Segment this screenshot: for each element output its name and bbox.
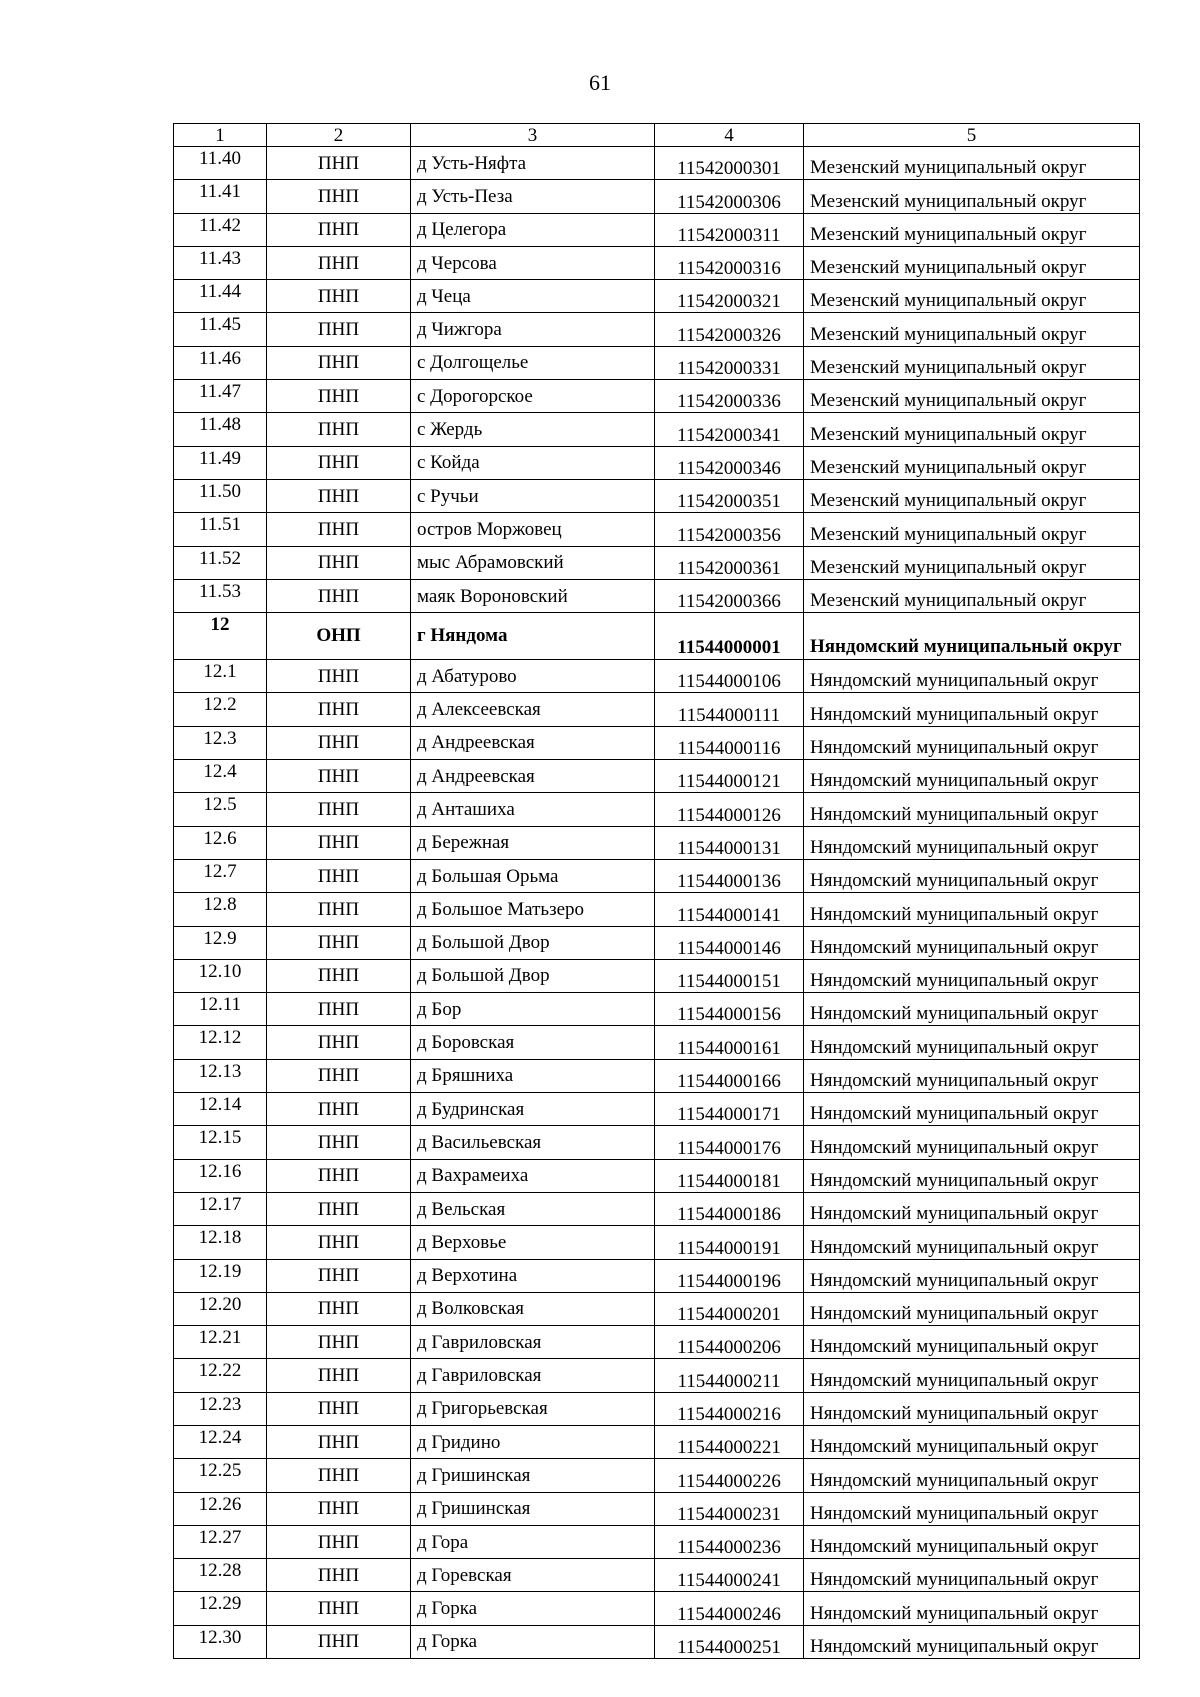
cell-oktmo-code: 11542000361: [655, 546, 804, 579]
cell-settlement-name: с Жердь: [411, 413, 655, 446]
cell-type: ПНП: [267, 246, 411, 279]
table-row: [174, 147, 1140, 180]
cell-municipal-district: Няндомский муниципальный округ: [804, 1059, 1140, 1092]
cell-municipal-district: Няндомский муниципальный округ: [804, 726, 1140, 759]
cell-type: ПНП: [267, 380, 411, 413]
cell-type: ПНП: [267, 726, 411, 759]
cell-settlement-name: д Чижгора: [411, 313, 655, 346]
cell-number: 12.29: [174, 1592, 267, 1625]
cell-settlement-name: д Вельская: [411, 1192, 655, 1225]
cell-oktmo-code: 11544000201: [655, 1292, 804, 1325]
cell-number: 11.50: [174, 479, 267, 512]
table-row: [174, 926, 1140, 959]
cell-number: 12.15: [174, 1126, 267, 1159]
cell-municipal-district: Мезенский муниципальный округ: [804, 579, 1140, 612]
cell-settlement-name: с Ручьи: [411, 479, 655, 512]
cell-number: 12.14: [174, 1093, 267, 1126]
cell-type: ПНП: [267, 1359, 411, 1392]
cell-settlement-name: д Григорьевская: [411, 1392, 655, 1425]
cell-oktmo-code: 11544000206: [655, 1326, 804, 1359]
cell-oktmo-code: 11542000341: [655, 413, 804, 446]
cell-oktmo-code: 11544000126: [655, 793, 804, 826]
cell-type: ПНП: [267, 893, 411, 926]
cell-type: ПНП: [267, 1326, 411, 1359]
table-row: [174, 1525, 1140, 1558]
table-row: [174, 1326, 1140, 1359]
table-row: [174, 993, 1140, 1026]
table-row: [174, 246, 1140, 279]
cell-oktmo-code: 11542000321: [655, 280, 804, 313]
cell-oktmo-code: 11544000231: [655, 1492, 804, 1525]
cell-settlement-name: д Большая Орьма: [411, 859, 655, 892]
cell-number: 11.43: [174, 246, 267, 279]
cell-oktmo-code: 11544000001: [655, 613, 804, 660]
cell-municipal-district: Мезенский муниципальный округ: [804, 180, 1140, 213]
table-row: [174, 380, 1140, 413]
cell-oktmo-code: 11544000156: [655, 993, 804, 1026]
cell-number: 12.6: [174, 826, 267, 859]
cell-oktmo-code: 11544000161: [655, 1026, 804, 1059]
cell-settlement-name: остров Моржовец: [411, 513, 655, 546]
cell-type: ПНП: [267, 346, 411, 379]
cell-type: ОНП: [267, 613, 411, 660]
cell-municipal-district: Няндомский муниципальный округ: [804, 760, 1140, 793]
cell-oktmo-code: 11542000316: [655, 246, 804, 279]
cell-municipal-district: Няндомский муниципальный округ: [804, 893, 1140, 926]
cell-municipal-district: Мезенский муниципальный округ: [804, 413, 1140, 446]
cell-oktmo-code: 11542000311: [655, 213, 804, 246]
cell-oktmo-code: 11542000331: [655, 346, 804, 379]
cell-settlement-name: д Горка: [411, 1625, 655, 1658]
cell-number: 11.47: [174, 380, 267, 413]
column-header-2: 2: [267, 124, 411, 147]
cell-settlement-name: д Большой Двор: [411, 959, 655, 992]
cell-municipal-district: Няндомский муниципальный округ: [804, 1492, 1140, 1525]
cell-type: ПНП: [267, 479, 411, 512]
cell-settlement-name: д Большой Двор: [411, 926, 655, 959]
cell-number: 12.21: [174, 1326, 267, 1359]
cell-oktmo-code: 11542000326: [655, 313, 804, 346]
cell-oktmo-code: 11544000111: [655, 693, 804, 726]
cell-number: 12.30: [174, 1625, 267, 1658]
cell-type: ПНП: [267, 1292, 411, 1325]
cell-municipal-district: Няндомский муниципальный округ: [804, 1226, 1140, 1259]
cell-type: ПНП: [267, 213, 411, 246]
cell-settlement-name: д Боровская: [411, 1026, 655, 1059]
cell-number: 12.26: [174, 1492, 267, 1525]
cell-municipal-district: Мезенский муниципальный округ: [804, 313, 1140, 346]
cell-type: ПНП: [267, 1559, 411, 1592]
cell-type: ПНП: [267, 993, 411, 1026]
cell-oktmo-code: 11544000181: [655, 1159, 804, 1192]
cell-settlement-name: д Андреевская: [411, 760, 655, 793]
table-row: [174, 1159, 1140, 1192]
cell-number: 11.48: [174, 413, 267, 446]
cell-number: 12.4: [174, 760, 267, 793]
cell-number: 12.25: [174, 1459, 267, 1492]
cell-oktmo-code: 11544000186: [655, 1192, 804, 1225]
cell-settlement-name: д Горевская: [411, 1559, 655, 1592]
cell-number: 12.20: [174, 1292, 267, 1325]
cell-settlement-name: г Няндома: [411, 613, 655, 660]
cell-settlement-name: д Абатурово: [411, 660, 655, 693]
cell-type: ПНП: [267, 1592, 411, 1625]
table-row: [174, 346, 1140, 379]
cell-oktmo-code: 11544000246: [655, 1592, 804, 1625]
cell-settlement-name: д Будринская: [411, 1093, 655, 1126]
cell-number: 11.51: [174, 513, 267, 546]
table-row: [174, 1059, 1140, 1092]
cell-type: ПНП: [267, 1192, 411, 1225]
cell-oktmo-code: 11544000136: [655, 859, 804, 892]
cell-oktmo-code: 11542000301: [655, 147, 804, 180]
column-number-header-row: [174, 124, 1140, 147]
cell-oktmo-code: 11542000366: [655, 579, 804, 612]
cell-settlement-name: с Койда: [411, 446, 655, 479]
cell-settlement-name: д Бряшниха: [411, 1059, 655, 1092]
cell-oktmo-code: 11542000336: [655, 380, 804, 413]
table-row: [174, 1492, 1140, 1525]
table-row: [174, 180, 1140, 213]
table-row: [174, 1226, 1140, 1259]
table-row: [174, 1425, 1140, 1458]
table-row: [174, 1192, 1140, 1225]
cell-municipal-district: Няндомский муниципальный округ: [804, 993, 1140, 1026]
cell-oktmo-code: 11544000211: [655, 1359, 804, 1392]
table-row: [174, 693, 1140, 726]
cell-type: ПНП: [267, 1126, 411, 1159]
table-row: [174, 1126, 1140, 1159]
cell-number: 11.42: [174, 213, 267, 246]
cell-oktmo-code: 11544000241: [655, 1559, 804, 1592]
cell-number: 11.52: [174, 546, 267, 579]
settlements-table: [173, 123, 1140, 1659]
cell-number: 12.7: [174, 859, 267, 892]
cell-municipal-district: Мезенский муниципальный округ: [804, 213, 1140, 246]
cell-type: ПНП: [267, 1159, 411, 1192]
cell-type: ПНП: [267, 859, 411, 892]
cell-oktmo-code: 11544000106: [655, 660, 804, 693]
cell-settlement-name: д Вахрамеиха: [411, 1159, 655, 1192]
column-header-1: 1: [174, 124, 267, 147]
cell-settlement-name: с Дорогорское: [411, 380, 655, 413]
cell-oktmo-code: 11542000306: [655, 180, 804, 213]
cell-municipal-district: Няндомский муниципальный округ: [804, 660, 1140, 693]
cell-number: 11.45: [174, 313, 267, 346]
cell-settlement-name: д Алексеевская: [411, 693, 655, 726]
cell-number: 12.13: [174, 1059, 267, 1092]
cell-settlement-name: д Волковская: [411, 1292, 655, 1325]
cell-type: ПНП: [267, 1259, 411, 1292]
cell-municipal-district: Няндомский муниципальный округ: [804, 826, 1140, 859]
cell-oktmo-code: 11544000116: [655, 726, 804, 759]
cell-type: ПНП: [267, 1093, 411, 1126]
cell-municipal-district: Няндомский муниципальный округ: [804, 1425, 1140, 1458]
cell-municipal-district: Мезенский муниципальный округ: [804, 546, 1140, 579]
cell-oktmo-code: 11544000226: [655, 1459, 804, 1492]
cell-number: 12.28: [174, 1559, 267, 1592]
table-row: [174, 1259, 1140, 1292]
cell-municipal-district: Няндомский муниципальный округ: [804, 613, 1140, 660]
table-row: [174, 546, 1140, 579]
table-row: [174, 959, 1140, 992]
cell-settlement-name: д Бор: [411, 993, 655, 1026]
cell-settlement-name: д Васильевская: [411, 1126, 655, 1159]
cell-number: 12.16: [174, 1159, 267, 1192]
cell-settlement-name: д Большое Матьзеро: [411, 893, 655, 926]
cell-type: ПНП: [267, 926, 411, 959]
table-row: [174, 280, 1140, 313]
cell-type: ПНП: [267, 546, 411, 579]
cell-type: ПНП: [267, 826, 411, 859]
cell-municipal-district: Няндомский муниципальный округ: [804, 1093, 1140, 1126]
cell-municipal-district: Мезенский муниципальный округ: [804, 246, 1140, 279]
cell-oktmo-code: 11544000141: [655, 893, 804, 926]
cell-oktmo-code: 11544000176: [655, 1126, 804, 1159]
cell-type: ПНП: [267, 147, 411, 180]
cell-type: ПНП: [267, 180, 411, 213]
cell-municipal-district: Няндомский муниципальный округ: [804, 1525, 1140, 1558]
cell-oktmo-code: 11544000191: [655, 1226, 804, 1259]
cell-municipal-district: Няндомский муниципальный округ: [804, 1026, 1140, 1059]
cell-number: 12.12: [174, 1026, 267, 1059]
cell-type: ПНП: [267, 1492, 411, 1525]
cell-oktmo-code: 11544000196: [655, 1259, 804, 1292]
cell-oktmo-code: 11544000151: [655, 959, 804, 992]
cell-municipal-district: Няндомский муниципальный округ: [804, 693, 1140, 726]
column-header-5: 5: [804, 124, 1140, 147]
cell-oktmo-code: 11544000216: [655, 1392, 804, 1425]
cell-municipal-district: Мезенский муниципальный округ: [804, 513, 1140, 546]
cell-type: ПНП: [267, 1226, 411, 1259]
table-row: [174, 726, 1140, 759]
cell-municipal-district: Мезенский муниципальный округ: [804, 280, 1140, 313]
cell-settlement-name: д Чеца: [411, 280, 655, 313]
table-row: [174, 793, 1140, 826]
cell-municipal-district: Мезенский муниципальный округ: [804, 147, 1140, 180]
table-row: [174, 313, 1140, 346]
cell-number: 12.10: [174, 959, 267, 992]
cell-settlement-name: д Усть-Пеза: [411, 180, 655, 213]
cell-number: 12.24: [174, 1425, 267, 1458]
cell-oktmo-code: 11542000346: [655, 446, 804, 479]
cell-settlement-name: маяк Вороновский: [411, 579, 655, 612]
cell-settlement-name: д Гришинская: [411, 1459, 655, 1492]
cell-number: 12.17: [174, 1192, 267, 1225]
cell-municipal-district: Няндомский муниципальный округ: [804, 793, 1140, 826]
cell-settlement-name: мыс Абрамовский: [411, 546, 655, 579]
table-row: [174, 760, 1140, 793]
cell-number: 12.5: [174, 793, 267, 826]
cell-type: ПНП: [267, 579, 411, 612]
cell-number: 11.49: [174, 446, 267, 479]
cell-type: ПНП: [267, 959, 411, 992]
cell-settlement-name: д Бережная: [411, 826, 655, 859]
cell-settlement-name: д Анташиха: [411, 793, 655, 826]
cell-type: ПНП: [267, 413, 411, 446]
table-row: [174, 479, 1140, 512]
cell-settlement-name: д Верхотина: [411, 1259, 655, 1292]
table-row: [174, 446, 1140, 479]
table-row: [174, 1459, 1140, 1492]
table-row: [174, 1625, 1140, 1658]
section-row: [174, 613, 1140, 660]
column-header-3: 3: [411, 124, 655, 147]
table-row: [174, 1292, 1140, 1325]
cell-settlement-name: с Долгощелье: [411, 346, 655, 379]
cell-municipal-district: Няндомский муниципальный округ: [804, 859, 1140, 892]
cell-settlement-name: д Гришинская: [411, 1492, 655, 1525]
table-row: [174, 513, 1140, 546]
cell-oktmo-code: 11544000221: [655, 1425, 804, 1458]
cell-type: ПНП: [267, 280, 411, 313]
cell-municipal-district: Няндомский муниципальный округ: [804, 926, 1140, 959]
cell-number: 12.3: [174, 726, 267, 759]
cell-municipal-district: Мезенский муниципальный округ: [804, 346, 1140, 379]
cell-municipal-district: Няндомский муниципальный округ: [804, 1192, 1140, 1225]
cell-settlement-name: д Гавриловская: [411, 1359, 655, 1392]
cell-type: ПНП: [267, 793, 411, 826]
cell-settlement-name: д Андреевская: [411, 726, 655, 759]
cell-settlement-name: д Гридино: [411, 1425, 655, 1458]
cell-number: 12.2: [174, 693, 267, 726]
cell-type: ПНП: [267, 1525, 411, 1558]
cell-type: ПНП: [267, 513, 411, 546]
cell-settlement-name: д Горка: [411, 1592, 655, 1625]
cell-municipal-district: Няндомский муниципальный округ: [804, 959, 1140, 992]
table-row: [174, 1559, 1140, 1592]
table-row: [174, 213, 1140, 246]
cell-settlement-name: д Верховье: [411, 1226, 655, 1259]
cell-number: 12: [174, 613, 267, 660]
cell-municipal-district: Няндомский муниципальный округ: [804, 1126, 1140, 1159]
table-row: [174, 893, 1140, 926]
cell-number: 12.1: [174, 660, 267, 693]
cell-municipal-district: Мезенский муниципальный округ: [804, 446, 1140, 479]
cell-number: 11.41: [174, 180, 267, 213]
cell-oktmo-code: 11544000171: [655, 1093, 804, 1126]
page-number: 61: [589, 70, 611, 95]
cell-type: ПНП: [267, 446, 411, 479]
cell-oktmo-code: 11544000251: [655, 1625, 804, 1658]
table-row: [174, 826, 1140, 859]
cell-municipal-district: Няндомский муниципальный округ: [804, 1159, 1140, 1192]
cell-number: 12.11: [174, 993, 267, 1026]
cell-municipal-district: Няндомский муниципальный округ: [804, 1392, 1140, 1425]
table-row: [174, 1592, 1140, 1625]
cell-type: ПНП: [267, 1425, 411, 1458]
cell-oktmo-code: 11544000121: [655, 760, 804, 793]
cell-oktmo-code: 11544000146: [655, 926, 804, 959]
cell-municipal-district: Няндомский муниципальный округ: [804, 1625, 1140, 1658]
table-row: [174, 660, 1140, 693]
cell-type: ПНП: [267, 313, 411, 346]
cell-number: 11.44: [174, 280, 267, 313]
cell-type: ПНП: [267, 693, 411, 726]
cell-municipal-district: Няндомский муниципальный округ: [804, 1592, 1140, 1625]
table-row: [174, 1093, 1140, 1126]
cell-number: 12.9: [174, 926, 267, 959]
cell-number: 12.23: [174, 1392, 267, 1425]
cell-oktmo-code: 11542000356: [655, 513, 804, 546]
cell-number: 11.53: [174, 579, 267, 612]
cell-oktmo-code: 11544000131: [655, 826, 804, 859]
cell-municipal-district: Няндомский муниципальный округ: [804, 1559, 1140, 1592]
cell-municipal-district: Няндомский муниципальный округ: [804, 1259, 1140, 1292]
cell-number: 12.18: [174, 1226, 267, 1259]
cell-settlement-name: д Гора: [411, 1525, 655, 1558]
cell-number: 11.46: [174, 346, 267, 379]
table-row: [174, 413, 1140, 446]
cell-type: ПНП: [267, 1459, 411, 1492]
cell-municipal-district: Мезенский муниципальный округ: [804, 380, 1140, 413]
cell-type: ПНП: [267, 760, 411, 793]
cell-type: ПНП: [267, 1392, 411, 1425]
cell-oktmo-code: 11542000351: [655, 479, 804, 512]
table-row: [174, 1359, 1140, 1392]
cell-settlement-name: д Целегора: [411, 213, 655, 246]
cell-type: ПНП: [267, 1625, 411, 1658]
cell-municipal-district: Няндомский муниципальный округ: [804, 1326, 1140, 1359]
cell-municipal-district: Няндомский муниципальный округ: [804, 1459, 1140, 1492]
table-row: [174, 1392, 1140, 1425]
table-row: [174, 1026, 1140, 1059]
cell-number: 12.22: [174, 1359, 267, 1392]
cell-settlement-name: д Черсова: [411, 246, 655, 279]
cell-type: ПНП: [267, 660, 411, 693]
cell-type: ПНП: [267, 1026, 411, 1059]
cell-municipal-district: Няндомский муниципальный округ: [804, 1292, 1140, 1325]
cell-oktmo-code: 11544000236: [655, 1525, 804, 1558]
table-row: [174, 859, 1140, 892]
cell-number: 12.27: [174, 1525, 267, 1558]
cell-oktmo-code: 11544000166: [655, 1059, 804, 1092]
table-row: [174, 579, 1140, 612]
cell-number: 11.40: [174, 147, 267, 180]
cell-type: ПНП: [267, 1059, 411, 1092]
column-header-4: 4: [655, 124, 804, 147]
cell-number: 12.19: [174, 1259, 267, 1292]
cell-municipal-district: Мезенский муниципальный округ: [804, 479, 1140, 512]
table-body: [174, 147, 1140, 1659]
cell-settlement-name: д Усть-Няфта: [411, 147, 655, 180]
cell-number: 12.8: [174, 893, 267, 926]
cell-municipal-district: Няндомский муниципальный округ: [804, 1359, 1140, 1392]
cell-settlement-name: д Гавриловская: [411, 1326, 655, 1359]
